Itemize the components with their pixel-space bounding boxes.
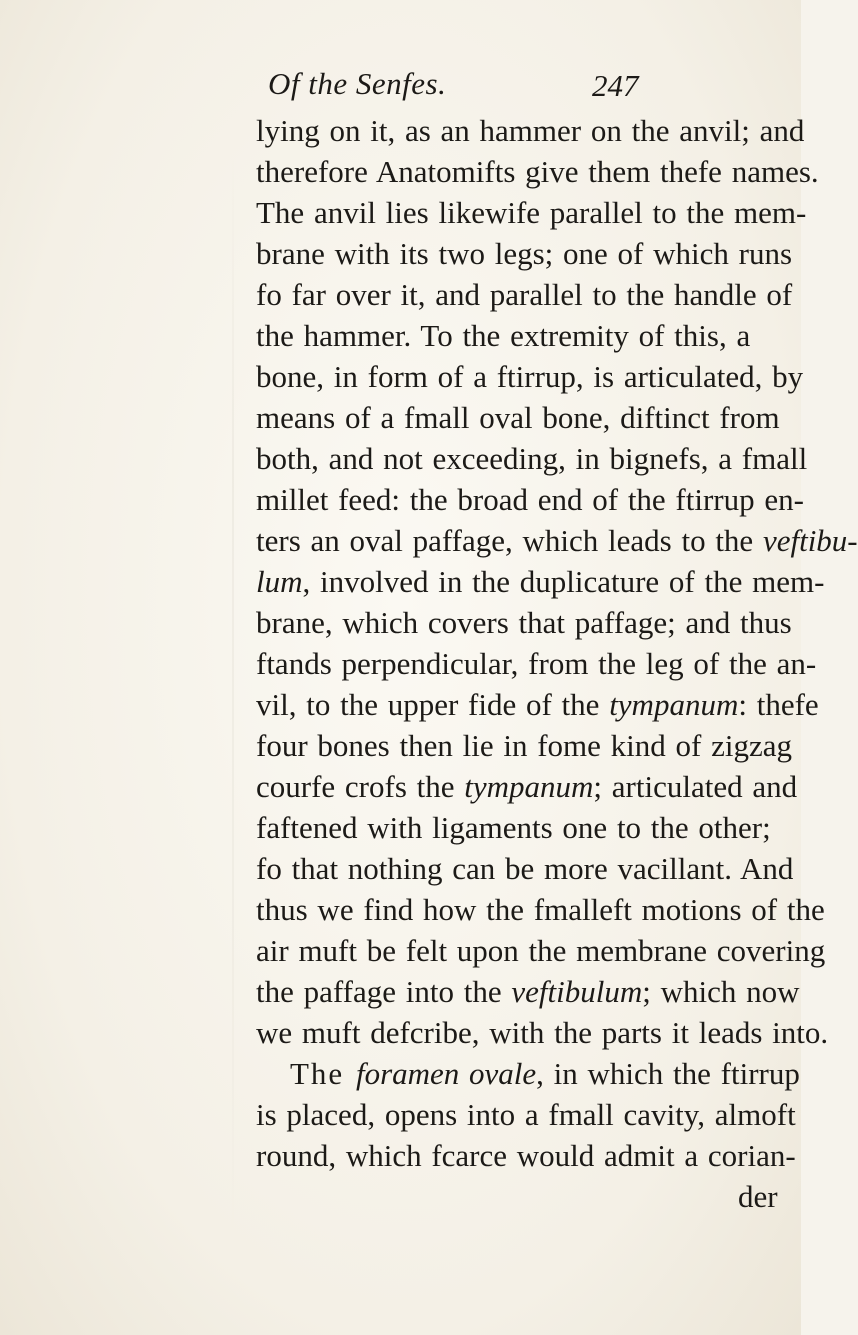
text-line-10: millet feed: the broad end of the ftirrup en- [256,482,804,517]
text-line-13: brane, which covers that paffage; and thus [256,605,792,640]
small-caps-word: The [290,1056,356,1091]
text-run: courfe crofs the [256,769,465,804]
italic-term: foramen ovale [355,1056,537,1091]
italic-term: tympanum [464,769,594,804]
italic-term: veftibulum [511,974,643,1009]
catchword: der [738,1179,778,1214]
text-run: the paffage into the [256,974,512,1009]
italic-term: veftibu- [762,523,858,558]
page-number: 247 [592,68,639,103]
text-line-4: brane with its two legs; one of which runs [256,236,793,271]
text-line-16: four bones then lie in fome kind of zigzag [256,728,792,763]
text-line-11 [256,521,858,561]
text-line-24 [290,1054,800,1094]
text-run: ; articulated and [593,769,798,804]
text-run: ; which now [642,974,800,1009]
text-run: , in which the ftirrup [536,1056,800,1091]
text-line-23: we muft defcribe, with the parts it leads into. [256,1015,829,1050]
running-title: Of the Senfes. [268,66,447,101]
italic-term: lum [256,564,303,599]
text-line-18: faftened with ligaments one to the other; [256,810,771,845]
text-line-9: both, and not exceeding, in bignefs, a fmall [256,441,808,476]
text-line-2: therefore Anatomifts give them thefe names. [256,154,819,189]
text-run: , involved in the duplicature of the mem- [302,564,825,599]
text-line-26: round, which fcarce would admit a corian- [256,1138,796,1173]
text-line-19: fo that nothing can be more vacillant. And [256,851,794,886]
text-line-21: air muft be felt upon the membrane covering [256,933,826,968]
text-line-8: means of a fmall oval bone, diftinct from [256,400,780,435]
text-line-7: bone, in form of a ftirrup, is articulated, by [256,359,804,394]
text-line-3: The anvil lies likewife parallel to the mem- [256,195,807,230]
text-line-25: is placed, opens into a fmall cavity, almoft [256,1097,796,1132]
text-line-5: fo far over it, and parallel to the handle of [256,277,793,312]
text-line-6: the hammer. To the extremity of this, a [256,318,751,353]
text-line-1: lying on it, as an hammer on the anvil; and [256,113,805,148]
text-line-22 [256,972,799,1012]
text-line-14: ftands perpendicular, from the leg of the an- [256,646,817,681]
text-run: : thefe [738,687,819,722]
running-head [268,66,748,106]
text-line-17 [256,767,797,807]
text-line-20: thus we find how the fmalleft motions of the [256,892,825,927]
text-line-15 [256,685,819,725]
italic-term: tympanum [609,687,739,722]
text-run: vil, to the upper fide of the [256,687,610,722]
page-shadow [232,150,234,1250]
text-line-12 [256,562,824,602]
text-run: ters an oval paffage, which leads to the [256,523,763,558]
